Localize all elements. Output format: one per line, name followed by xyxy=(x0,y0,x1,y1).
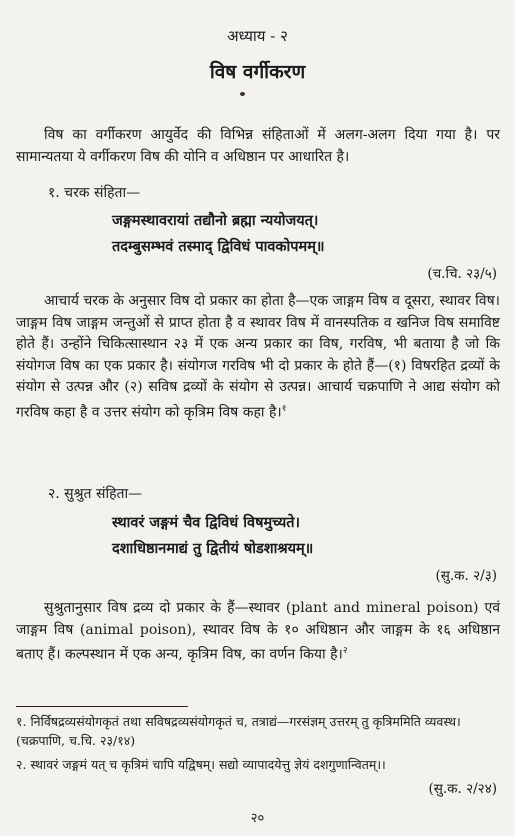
verse-line: जङ्गमस्थावरायां तद्यौनो ब्रह्मा न्ययोजयत्। xyxy=(112,212,319,229)
intro-paragraph: विष का वर्गीकरण आयुर्वेद की विभिन्न संहिताओं में अलग-अलग दिया गया है। पर सामान्यतया ये वर्गीकरण विष की योनि व अधिष्ठान पर आधारित है। xyxy=(16,127,500,165)
verse-sushruta xyxy=(112,510,452,562)
sushruta-body: सुश्रुतानुसार विष द्रव्य दो प्रकार के हैं—स्थावर (plant and mineral poison) एवं जाङ्गम विष (animal poison), स्थावर विष के १० अधिष्ठान और जाङ्गम के १६ अधिष्ठान बताए हैं। कल्पस्थान में एक अन्य, कृत्रिम विष, का वर्णन किया है। xyxy=(16,600,500,663)
section-heading-sushruta: २. सुश्रुत संहिता— xyxy=(48,486,143,502)
verse-line: दशाधिष्ठानमाद्यं तु द्वितीयं षोडशाश्रयम्॥ xyxy=(112,540,314,557)
page-number: २० xyxy=(250,811,265,826)
footnote-1: १. निर्विषद्रव्यसंयोगकृतं तथा सविषद्रव्यसंयोगकृतं च, तत्राद्यं—गरसंज्ञम् उत्तरम् तु कृत्रिममिति व्यवस्थ। (चक्रपाणि, च.चि. २३/१४) xyxy=(16,714,461,748)
section-heading-charaka: १. चरक संहिता— xyxy=(48,185,141,201)
charaka-paragraph xyxy=(16,291,500,424)
verse-line: तदम्बुसम्भवं तस्माद् द्विविधं पावकोपमम्॥ xyxy=(112,238,325,255)
footnote-marker: २ xyxy=(342,646,348,656)
ink-speck xyxy=(240,92,245,96)
footnote-2: २. स्थावरं जङ्गमं यत् च कृत्रिमं चापि यद्विषम्। सद्यो व्यापादयेत्तु ज्ञेयं दशगुणान्वितम्।। xyxy=(16,757,386,772)
footnote-marker: १ xyxy=(281,403,287,414)
verse-charaka xyxy=(112,208,452,260)
verse-reference: (सु.क. २/३) xyxy=(435,568,497,584)
charaka-body: आचार्य चरक के अनुसार विष दो प्रकार का होता है—एक जाङ्गम विष व दूसरा, स्थावर विष। जाङ्गम विष जाङ्गम जन्तुओं से प्राप्त होता है व स्थावर विष में वानस्पतिक व खनिज विष समाविष्ट होते हैं। उन्होंने चिकित्सास्थान २३ में एक अन्य प्रकार का विष, गरविष, भी बताया है जो कि संयोगज विष का एक प्रकार है। संयोगज गरविष भी दो प्रकार के होते हैं—(१) विषरहित द्रव्यों के संयोग से उत्पन्न और (२) सविष द्रव्यों के संयोग से उत्पन्न। आचार्य चक्रपाणि ने आद्य संयोग को गरविष कहा है व उत्तर संयोग को कृत्रिम विष कहा है। xyxy=(16,293,500,421)
page-title: विष वर्गीकरण xyxy=(209,61,306,83)
chapter-label: अध्याय - २ xyxy=(227,27,288,45)
footnote-divider xyxy=(16,706,188,707)
verse-line: स्थावरं जङ्गमं चैव द्विविधं विषमुच्यते। xyxy=(112,514,301,531)
sushruta-paragraph xyxy=(16,598,500,666)
footnote-2-reference: (सु.क. २/२४) xyxy=(428,781,497,797)
verse-reference: (च.चि. २३/५) xyxy=(427,266,497,282)
